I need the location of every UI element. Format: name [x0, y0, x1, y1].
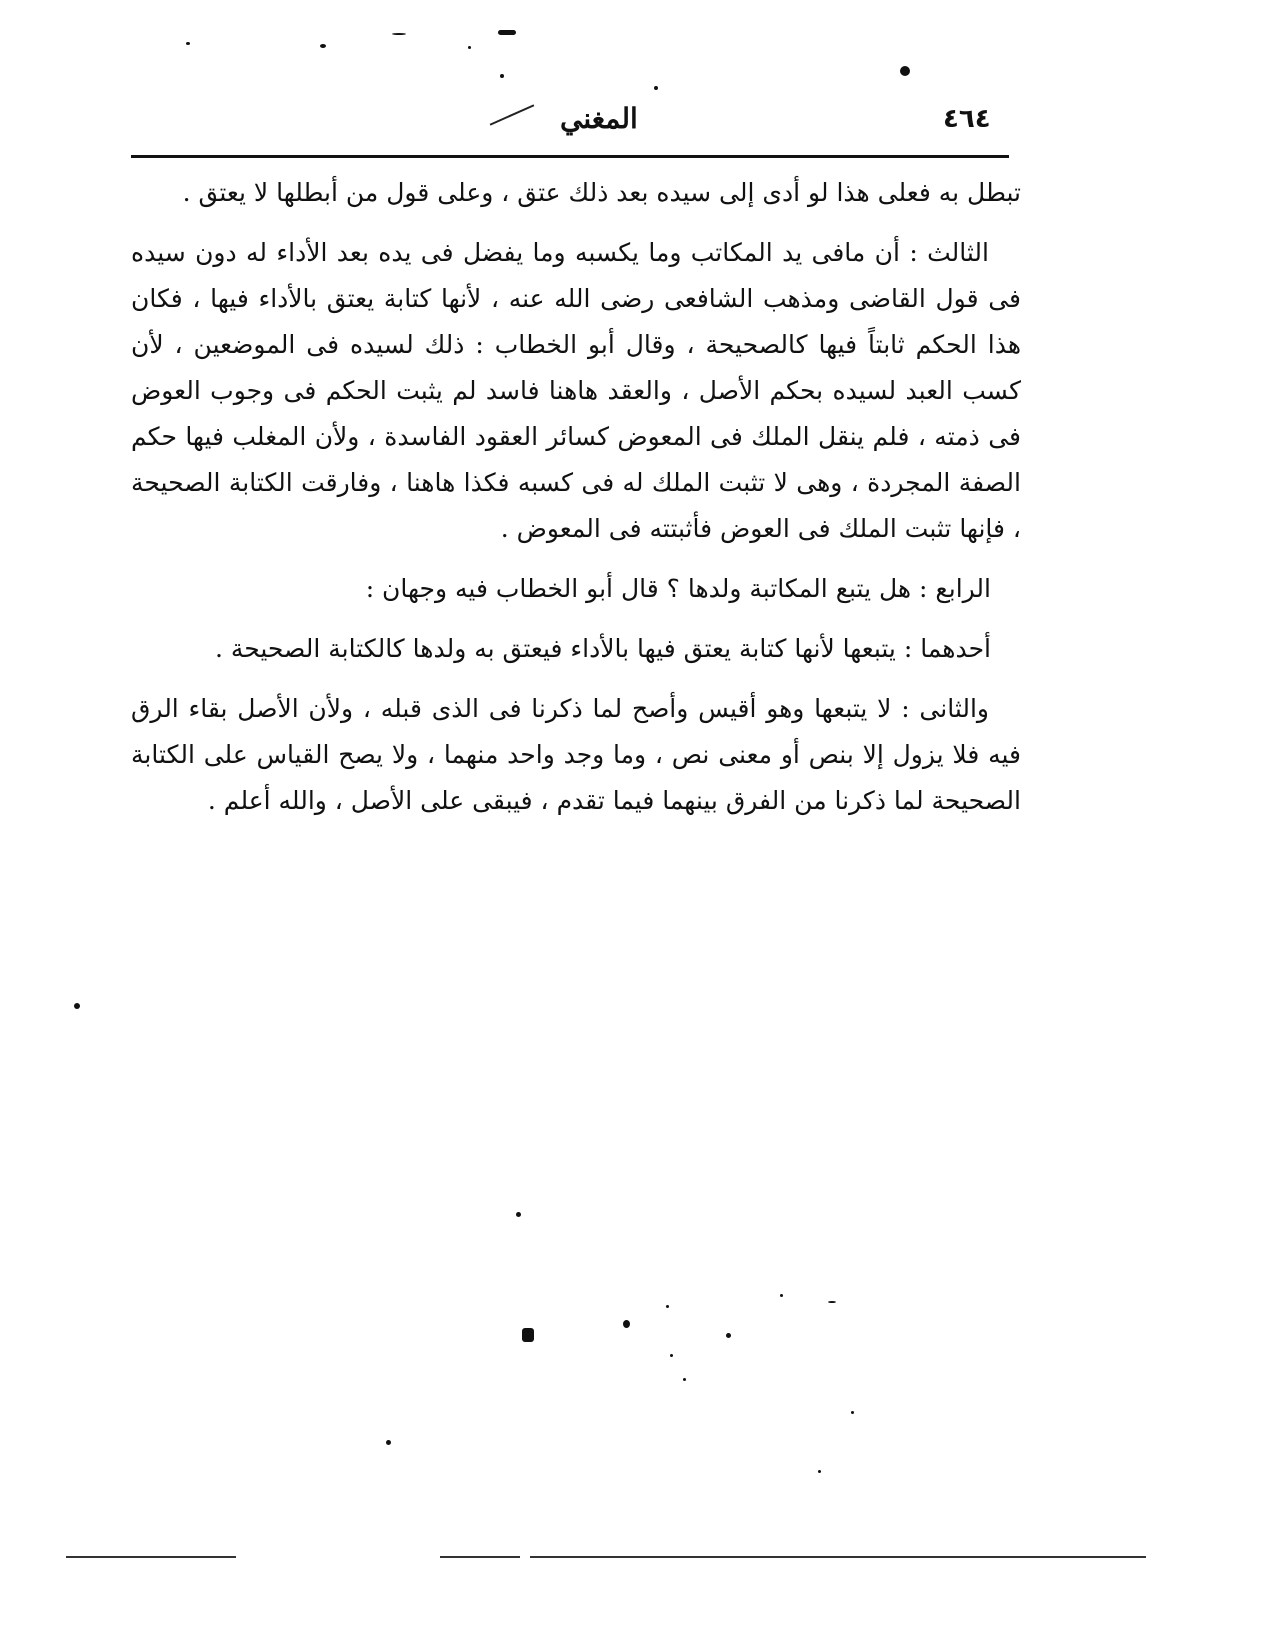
scan-speck — [683, 1378, 686, 1381]
scan-speck — [623, 1320, 630, 1328]
scan-speck — [900, 66, 910, 76]
page-number: ٤٦٤ — [943, 104, 991, 134]
scan-speck — [320, 44, 326, 48]
scan-speck — [522, 1328, 534, 1342]
paragraph: تبطل به فعلى هذا لو أدى إلى سيده بعد ذلك عتق ، وعلى قول من أبطلها لا يعتق . — [182, 178, 1021, 207]
scan-speck — [828, 1301, 836, 1303]
footer-line — [530, 1556, 1146, 1558]
scan-speck — [516, 1212, 521, 1217]
scan-speck — [74, 1003, 80, 1009]
scan-speck — [818, 1470, 821, 1473]
scan-speck — [468, 46, 471, 49]
scan-speck — [851, 1411, 854, 1414]
pen-mark — [490, 104, 535, 125]
scan-speck — [500, 74, 504, 78]
scan-speck — [670, 1354, 673, 1357]
paragraph: الرابع : هل يتبع المكاتبة ولدها ؟ قال أبو الخطاب فيه وجهان : — [365, 574, 991, 603]
scan-speck — [654, 86, 658, 90]
text-body — [131, 170, 1021, 824]
scan-speck — [726, 1333, 731, 1338]
scan-speck — [780, 1294, 783, 1297]
scan-speck — [392, 33, 406, 35]
footer-line — [66, 1556, 236, 1558]
scan-speck — [498, 30, 516, 35]
paragraph: والثانى : لا يتبعها وهو أقيس وأصح لما ذكرنا فى الذى قبله ، ولأن الأصل بقاء الرق فيه فلا يزول إلا بنص أو معنى نص ، وما وجد واحد منهما ، ولا يصح القياس على الكتابة الصحيحة لما ذكرنا من الفرق بينهما فيما تقدم ، فيبقى على الأصل ، والله أعلم . — [131, 694, 1021, 815]
paragraph: أحدهما : يتبعها لأنها كتابة يعتق فيها بالأداء فيعتق به ولدها كالكتابة الصحيحة . — [214, 634, 991, 663]
paragraph: الثالث : أن مافى يد المكاتب وما يكسبه وما يفضل فى يده بعد الأداء له دون سيده فى قول القاضى ومذهب الشافعى رضى الله عنه ، لأنها كتابة يعتق بالأداء فيها ، فكان هذا الحكم ثابتاً فيها كالصحيحة ، وقال أبو الخطاب : ذلك لسيده فى الموضعين ، لأن كسب العبد لسيده بحكم الأصل ، والعقد هاهنا فاسد لم يثبت الحكم فى وجوب العوض فى ذمته ، فلم ينقل الملك فى المعوض كسائر العقود الفاسدة ، ولأن المغلب فيها حكم الصفة المجردة ، وهى لا تثبت الملك له فى كسبه فكذا هاهنا ، وفارقت الكتابة الصحيحة ، فإنها تثبت الملك فى العوض فأثبتته فى المعوض . — [131, 238, 1021, 543]
scan-speck — [186, 42, 190, 45]
scan-speck — [666, 1305, 669, 1308]
header-rule — [131, 155, 1009, 158]
scan-speck — [386, 1440, 391, 1445]
running-title: المغني — [560, 102, 638, 135]
footer-line — [440, 1556, 520, 1558]
